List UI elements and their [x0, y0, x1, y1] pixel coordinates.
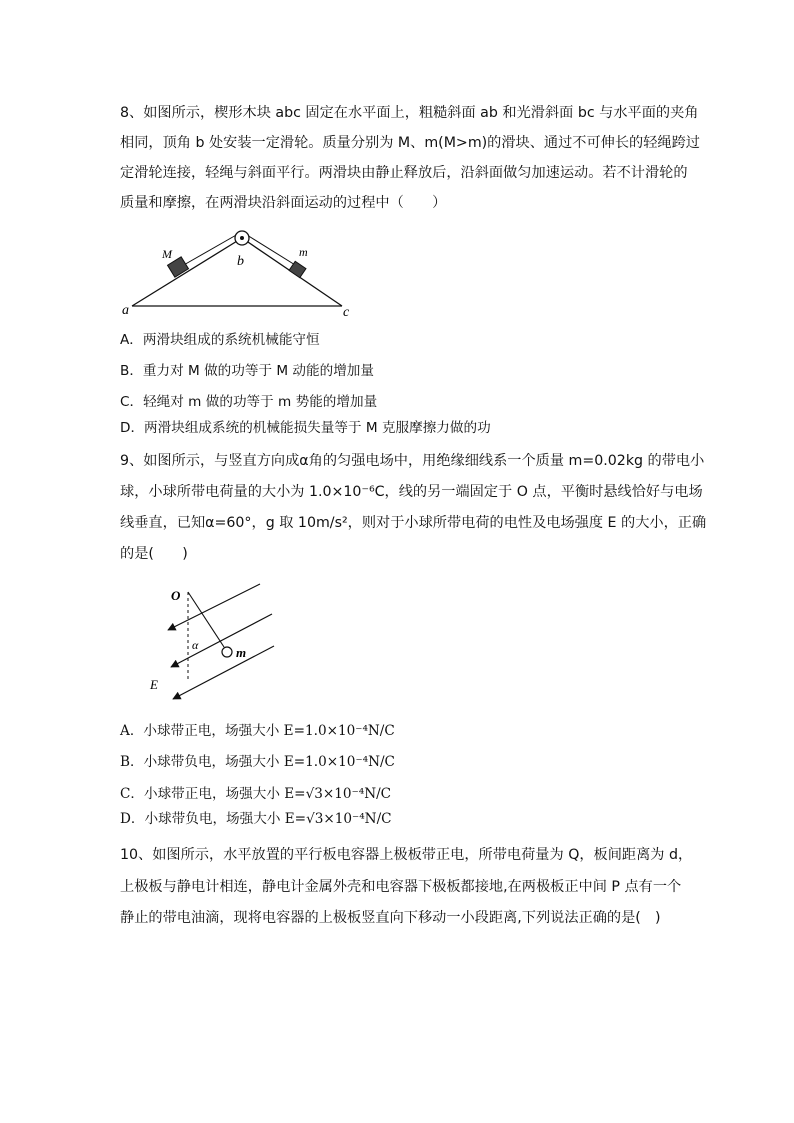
q8-label-a: a: [122, 303, 129, 318]
q8-block-m: [289, 261, 306, 277]
q8-option-d: D．两滑块组成系统的机械能损失量等于 M 克服摩擦力做的功: [120, 420, 491, 436]
q8-label-m: m: [299, 245, 308, 259]
q8-line-3: 定滑轮连接，轻绳与斜面平行。两滑块由静止释放后，沿斜面做匀加速运动。若不计滑轮的: [120, 165, 688, 181]
q8-option-a: A．两滑块组成的系统机械能守恒: [120, 332, 320, 348]
q10-line-2: 上极板与静电计相连，静电计金属外壳和电容器下极板都接地,在两极板正中间 P 点有一个: [120, 879, 682, 895]
q8-line-4: 质量和摩擦，在两滑块沿斜面运动的过程中（ ）: [120, 195, 447, 211]
q9-line-3: 线垂直，已知α=60°，g 取 10m/s²，则对于小球所带电荷的电性及电场强度 E 的大小，正确: [120, 515, 707, 531]
q9-line-4: 的是( ): [120, 546, 188, 562]
q9-option-d: D．小球带负电，场强大小 E=√3×10⁻⁴N/C: [120, 811, 392, 827]
q8-rope-right: [247, 235, 300, 268]
q8-line-2: 相同，顶角 b 处安装一定滑轮。质量分别为 M、m(M>m)的滑块、通过不可伸长的轻绳跨过: [120, 135, 700, 151]
q8-incline-ab: [132, 238, 242, 306]
q9-line-1: 9、如图所示，与竖直方向成α角的匀强电场中，用绝缘细线系一个质量 m=0.02kg 的带电小: [120, 453, 705, 469]
q9-label-m: m: [236, 645, 247, 660]
q8-option-c: C．轻绳对 m 做的功等于 m 势能的增加量: [120, 394, 378, 410]
q10-line-3: 静止的带电油滴，现将电容器的上极板竖直向下移动一小段距离,下列说法正确的是( ): [120, 910, 661, 926]
q8-label-M: M: [162, 247, 172, 261]
q8-label-b: b: [237, 254, 244, 269]
q8-label-c: c: [343, 305, 350, 320]
q9-field-line-2: [171, 614, 272, 667]
q9-option-c: C．小球带正电，场强大小 E=√3×10⁻⁴N/C: [120, 786, 392, 802]
q10-line-1: 10、如图所示，水平放置的平行板电容器上极板带正电，所带电荷量为 Q，板间距离为 d，: [120, 847, 693, 863]
q9-field-figure: [140, 578, 290, 703]
q9-label-E: E: [150, 677, 158, 692]
q8-pulley-axle: [240, 236, 244, 240]
q9-label-O: O: [171, 588, 181, 603]
q8-rope-left: [182, 234, 238, 266]
q8-line-1: 8、如图所示，楔形木块 abc 固定在水平面上，粗糙斜面 ab 和光滑斜面 bc 与水平面的夹角: [120, 105, 699, 121]
q9-field-line-1: [168, 584, 260, 630]
q9-option-b: B．小球带负电，场强大小 E=1.0×10⁻⁴N/C: [120, 754, 395, 770]
q9-option-a: A．小球带正电，场强大小 E=1.0×10⁻⁴N/C: [120, 723, 395, 739]
q8-wedge-figure: [110, 222, 370, 322]
q9-line-2: 球，小球所带电荷量的大小为 1.0×10⁻⁶C，线的另一端固定于 O 点，平衡时悬线恰好与电场: [120, 484, 703, 500]
q8-option-b: B．重力对 M 做的功等于 M 动能的增加量: [120, 363, 374, 379]
q9-ball: [222, 647, 232, 657]
q9-label-alpha: α: [192, 638, 199, 652]
